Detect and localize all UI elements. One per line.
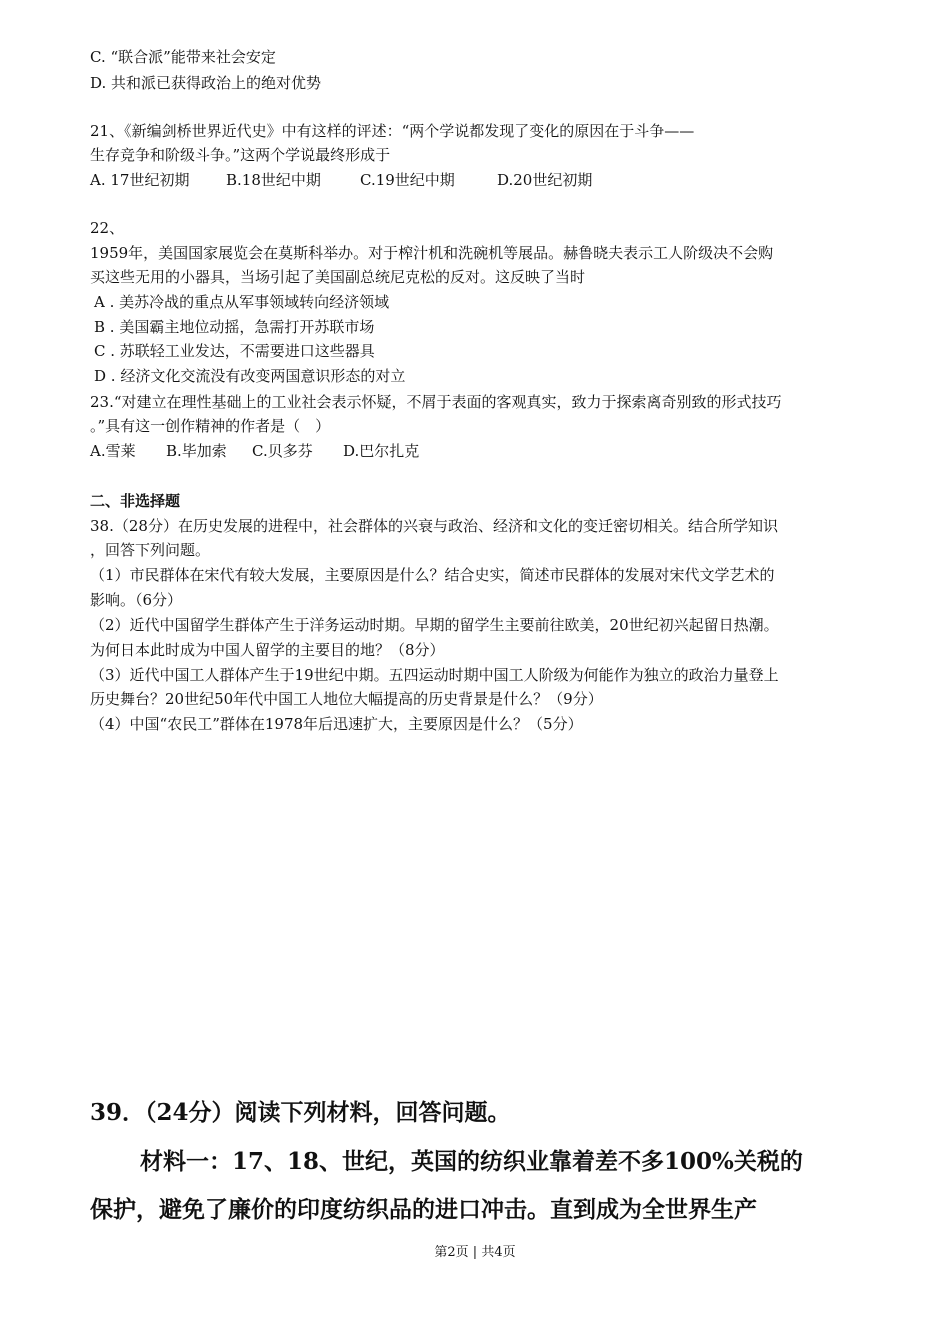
q22-stem-line1: 1959年，美国国家展览会在莫斯科举办。对于榨汁机和洗碗机等展品。赫鲁晓夫表示工人阶级决不会购 bbox=[90, 244, 774, 262]
q23-stem-line1: 23.“对建立在理性基础上的工业社会表示怀疑，不屑于表面的客观真实，致力于探索离奇别致的形式技巧 bbox=[90, 393, 782, 411]
q23-option-b: B.毕加索 bbox=[166, 442, 227, 460]
q38-part1-line1: （1）市民群体在宋代有较大发展，主要原因是什么？结合史实，简述市民群体的发展对宋代文学艺术的 bbox=[90, 566, 775, 584]
q22-stem-line2: 买这些无用的小器具，当场引起了美国副总统尼克松的反对。这反映了当时 bbox=[90, 268, 586, 286]
q38-part2-line1: （2）近代中国留学生群体产生于洋务运动时期。早期的留学生主要前往欧美，20世纪初兴起留日热潮。 bbox=[90, 616, 779, 634]
q22-option-a: A . 美苏冷战的重点从军事领域转向经济领域 bbox=[94, 293, 390, 311]
page-footer: 第2页 | 共4页 bbox=[434, 1245, 516, 1260]
q21-option-c: C.19世纪中期 bbox=[360, 171, 455, 189]
q22-number: 22、 bbox=[90, 219, 125, 237]
q39-material-line2: 保护，避免了廉价的印度纺织品的进口冲击。直到成为全世界生产 bbox=[90, 1196, 757, 1223]
q21-options bbox=[90, 170, 592, 190]
q21-stem-line1: 21、《新编剑桥世界近代史》中有这样的评述：“两个学说都发现了变化的原因在于斗争—— bbox=[90, 122, 695, 140]
q38-stem-line2: ，回答下列问题。 bbox=[90, 541, 211, 559]
q22-option-d: D . 经济文化交流没有改变两国意识形态的对立 bbox=[94, 367, 406, 385]
q23-option-c: C.贝多芬 bbox=[252, 442, 313, 460]
q23-option-d: D.巴尔扎克 bbox=[343, 442, 420, 460]
q22-option-c: C . 苏联轻工业发达，不需要进口这些器具 bbox=[94, 342, 375, 360]
q20-option-c: C. “联合派”能带来社会安定 bbox=[90, 48, 276, 66]
section-heading: 二、非选择题 bbox=[90, 492, 181, 510]
q38-part4-line1: （4）中国“农民工”群体在1978年后迅速扩大，主要原因是什么？（5分） bbox=[90, 715, 583, 733]
q39-material-line1: 材料一：17、18、世纪，英国的纺织业靠着差不多100%关税的 bbox=[140, 1148, 803, 1175]
q21-option-b: B.18世纪中期 bbox=[226, 171, 321, 189]
q22-option-b: B . 美国霸主地位动摇，急需打开苏联市场 bbox=[94, 318, 375, 336]
q38-part3-line2: 历史舞台？20世纪50年代中国工人地位大幅提高的历史背景是什么？（9分） bbox=[90, 690, 603, 708]
q20-option-d: D. 共和派已获得政治上的绝对优势 bbox=[90, 74, 322, 92]
q38-stem-line1: 38.（28分）在历史发展的进程中，社会群体的兴衰与政治、经济和文化的变迁密切相关。结合所学知识 bbox=[90, 517, 778, 535]
q21-option-a: A. 17世纪初期 bbox=[90, 171, 190, 189]
q23-stem-line2: 。”具有这一创作精神的作者是（ ） bbox=[90, 417, 331, 435]
q23-option-a: A.雪莱 bbox=[90, 442, 136, 460]
q38-part1-line2: 影响。（6分） bbox=[90, 591, 183, 609]
q38-part2-line2: 为何日本此时成为中国人留学的主要目的地？（8分） bbox=[90, 641, 445, 659]
q23-options bbox=[90, 441, 419, 461]
q38-part3-line1: （3）近代中国工人群体产生于19世纪中期。五四运动时期中国工人阶级为何能作为独立的政治力量登上 bbox=[90, 666, 779, 684]
q39-heading: 39．（24分）阅读下列材料，回答问题。 bbox=[90, 1099, 511, 1126]
q21-stem-line2: 生存竞争和阶级斗争。”这两个学说最终形成于 bbox=[90, 146, 391, 164]
q21-option-d: D.20世纪初期 bbox=[497, 171, 593, 189]
